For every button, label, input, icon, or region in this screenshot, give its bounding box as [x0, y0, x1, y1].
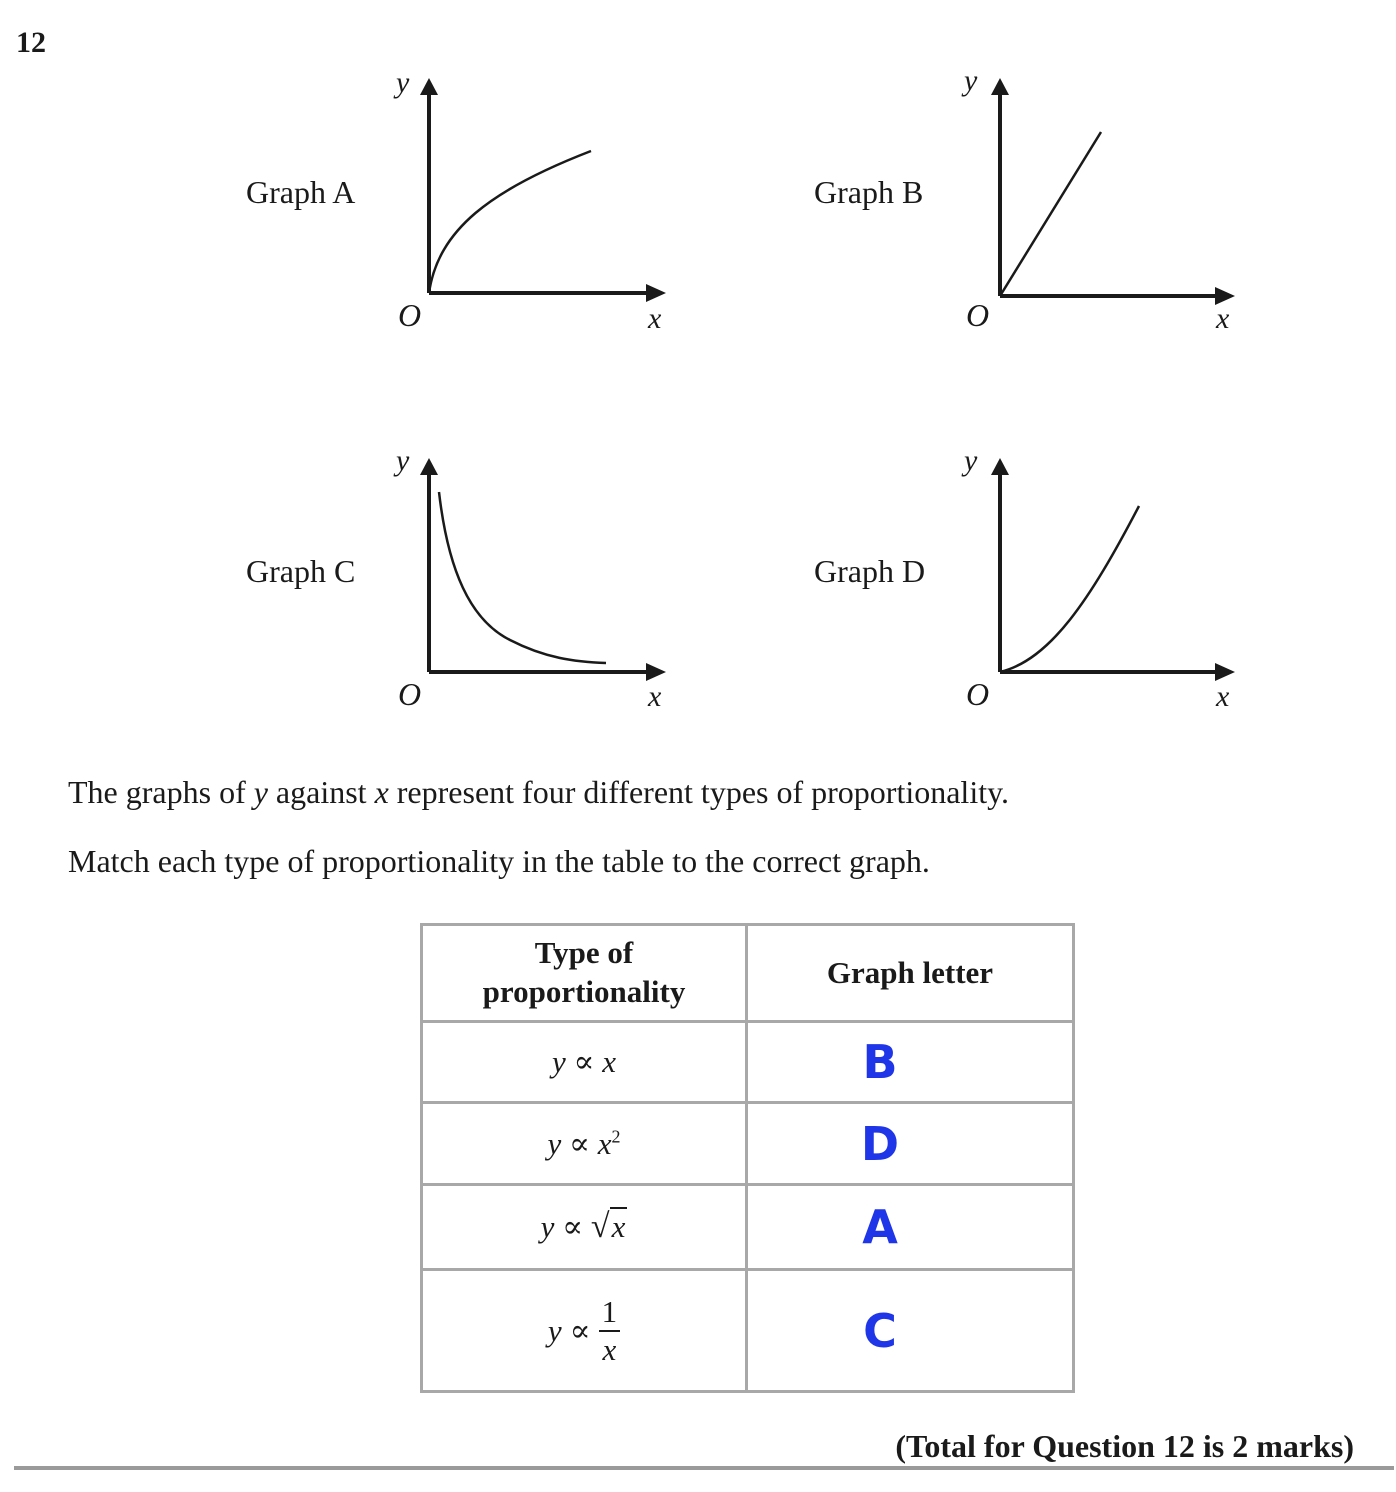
- graph-c-x-label: x: [648, 680, 662, 713]
- answer-cell[interactable]: [747, 1103, 1074, 1185]
- instruction-line-1: The graphs of y against x represent four different types of proportionality.: [68, 774, 1010, 810]
- graph-d-x-label: x: [1216, 680, 1230, 713]
- total-marks: (Total for Question 12 is 2 marks): [895, 1428, 1354, 1464]
- graph-a-y-arrow: [420, 78, 438, 95]
- graph-d: [950, 440, 1250, 720]
- table-row: [422, 1185, 1074, 1270]
- table-row: [422, 1022, 1074, 1103]
- graph-b: [950, 60, 1250, 340]
- graph-d-x-arrow: [1215, 663, 1235, 681]
- answer-cell[interactable]: [747, 1270, 1074, 1392]
- expr-y-prop-one-over-x: y ∝ 1 x: [422, 1270, 747, 1392]
- graph-a-x-arrow: [646, 284, 666, 302]
- handwritten-answer: B: [862, 1035, 898, 1089]
- proportionality-table: [420, 923, 1075, 1393]
- question-number: 12: [16, 26, 46, 59]
- table-row: [422, 1270, 1074, 1392]
- sqrt-icon: √: [590, 1208, 610, 1245]
- graph-a: [380, 60, 680, 340]
- graph-c-origin-label: O: [398, 676, 422, 712]
- graph-b-y-label: y: [964, 64, 978, 97]
- graph-b-line: [1000, 132, 1101, 296]
- graph-c-y-label: y: [396, 444, 410, 477]
- handwritten-answer: D: [860, 1116, 900, 1171]
- graph-d-curve: [1000, 506, 1139, 672]
- instruction-line-2: Match each type of proportionality in the table to the correct graph.: [68, 843, 930, 879]
- graph-a-origin-label: O: [398, 297, 422, 333]
- table-header-row: [422, 925, 1074, 1022]
- bottom-rule: [14, 1466, 1394, 1470]
- header-graph-letter: Graph letter: [747, 925, 1074, 1022]
- graph-d-y-arrow: [991, 458, 1009, 475]
- graph-d-y-label: y: [964, 444, 978, 477]
- expr-y-prop-x: y ∝ x: [422, 1022, 747, 1103]
- graph-b-y-arrow: [991, 78, 1009, 95]
- graph-c-curve: [439, 492, 606, 663]
- header-type: Type of proportionality: [422, 925, 747, 1022]
- graph-c-y-arrow: [420, 458, 438, 475]
- graph-b-origin-label: O: [966, 297, 990, 333]
- graph-d-origin-label: O: [966, 676, 990, 712]
- answer-cell[interactable]: [747, 1185, 1074, 1270]
- graph-c-x-arrow: [646, 663, 666, 681]
- expr-y-prop-sqrt-x: y ∝ √x: [422, 1185, 747, 1270]
- graph-a-label: Graph A: [246, 174, 356, 210]
- answer-cell[interactable]: [747, 1022, 1074, 1103]
- graph-b-label: Graph B: [814, 174, 924, 210]
- graph-a-curve: [429, 151, 591, 293]
- graph-d-label: Graph D: [814, 553, 926, 589]
- graph-c-label: Graph C: [246, 553, 356, 589]
- handwritten-answer: A: [862, 1200, 898, 1254]
- graph-a-y-label: y: [396, 66, 410, 99]
- graph-b-x-label: x: [1216, 302, 1230, 335]
- graph-c: [380, 440, 680, 720]
- graph-a-x-label: x: [648, 302, 662, 335]
- table-row: [422, 1103, 1074, 1185]
- expr-y-prop-x-squared: $y \propto x^2$: [422, 1103, 747, 1185]
- handwritten-answer: C: [863, 1303, 897, 1358]
